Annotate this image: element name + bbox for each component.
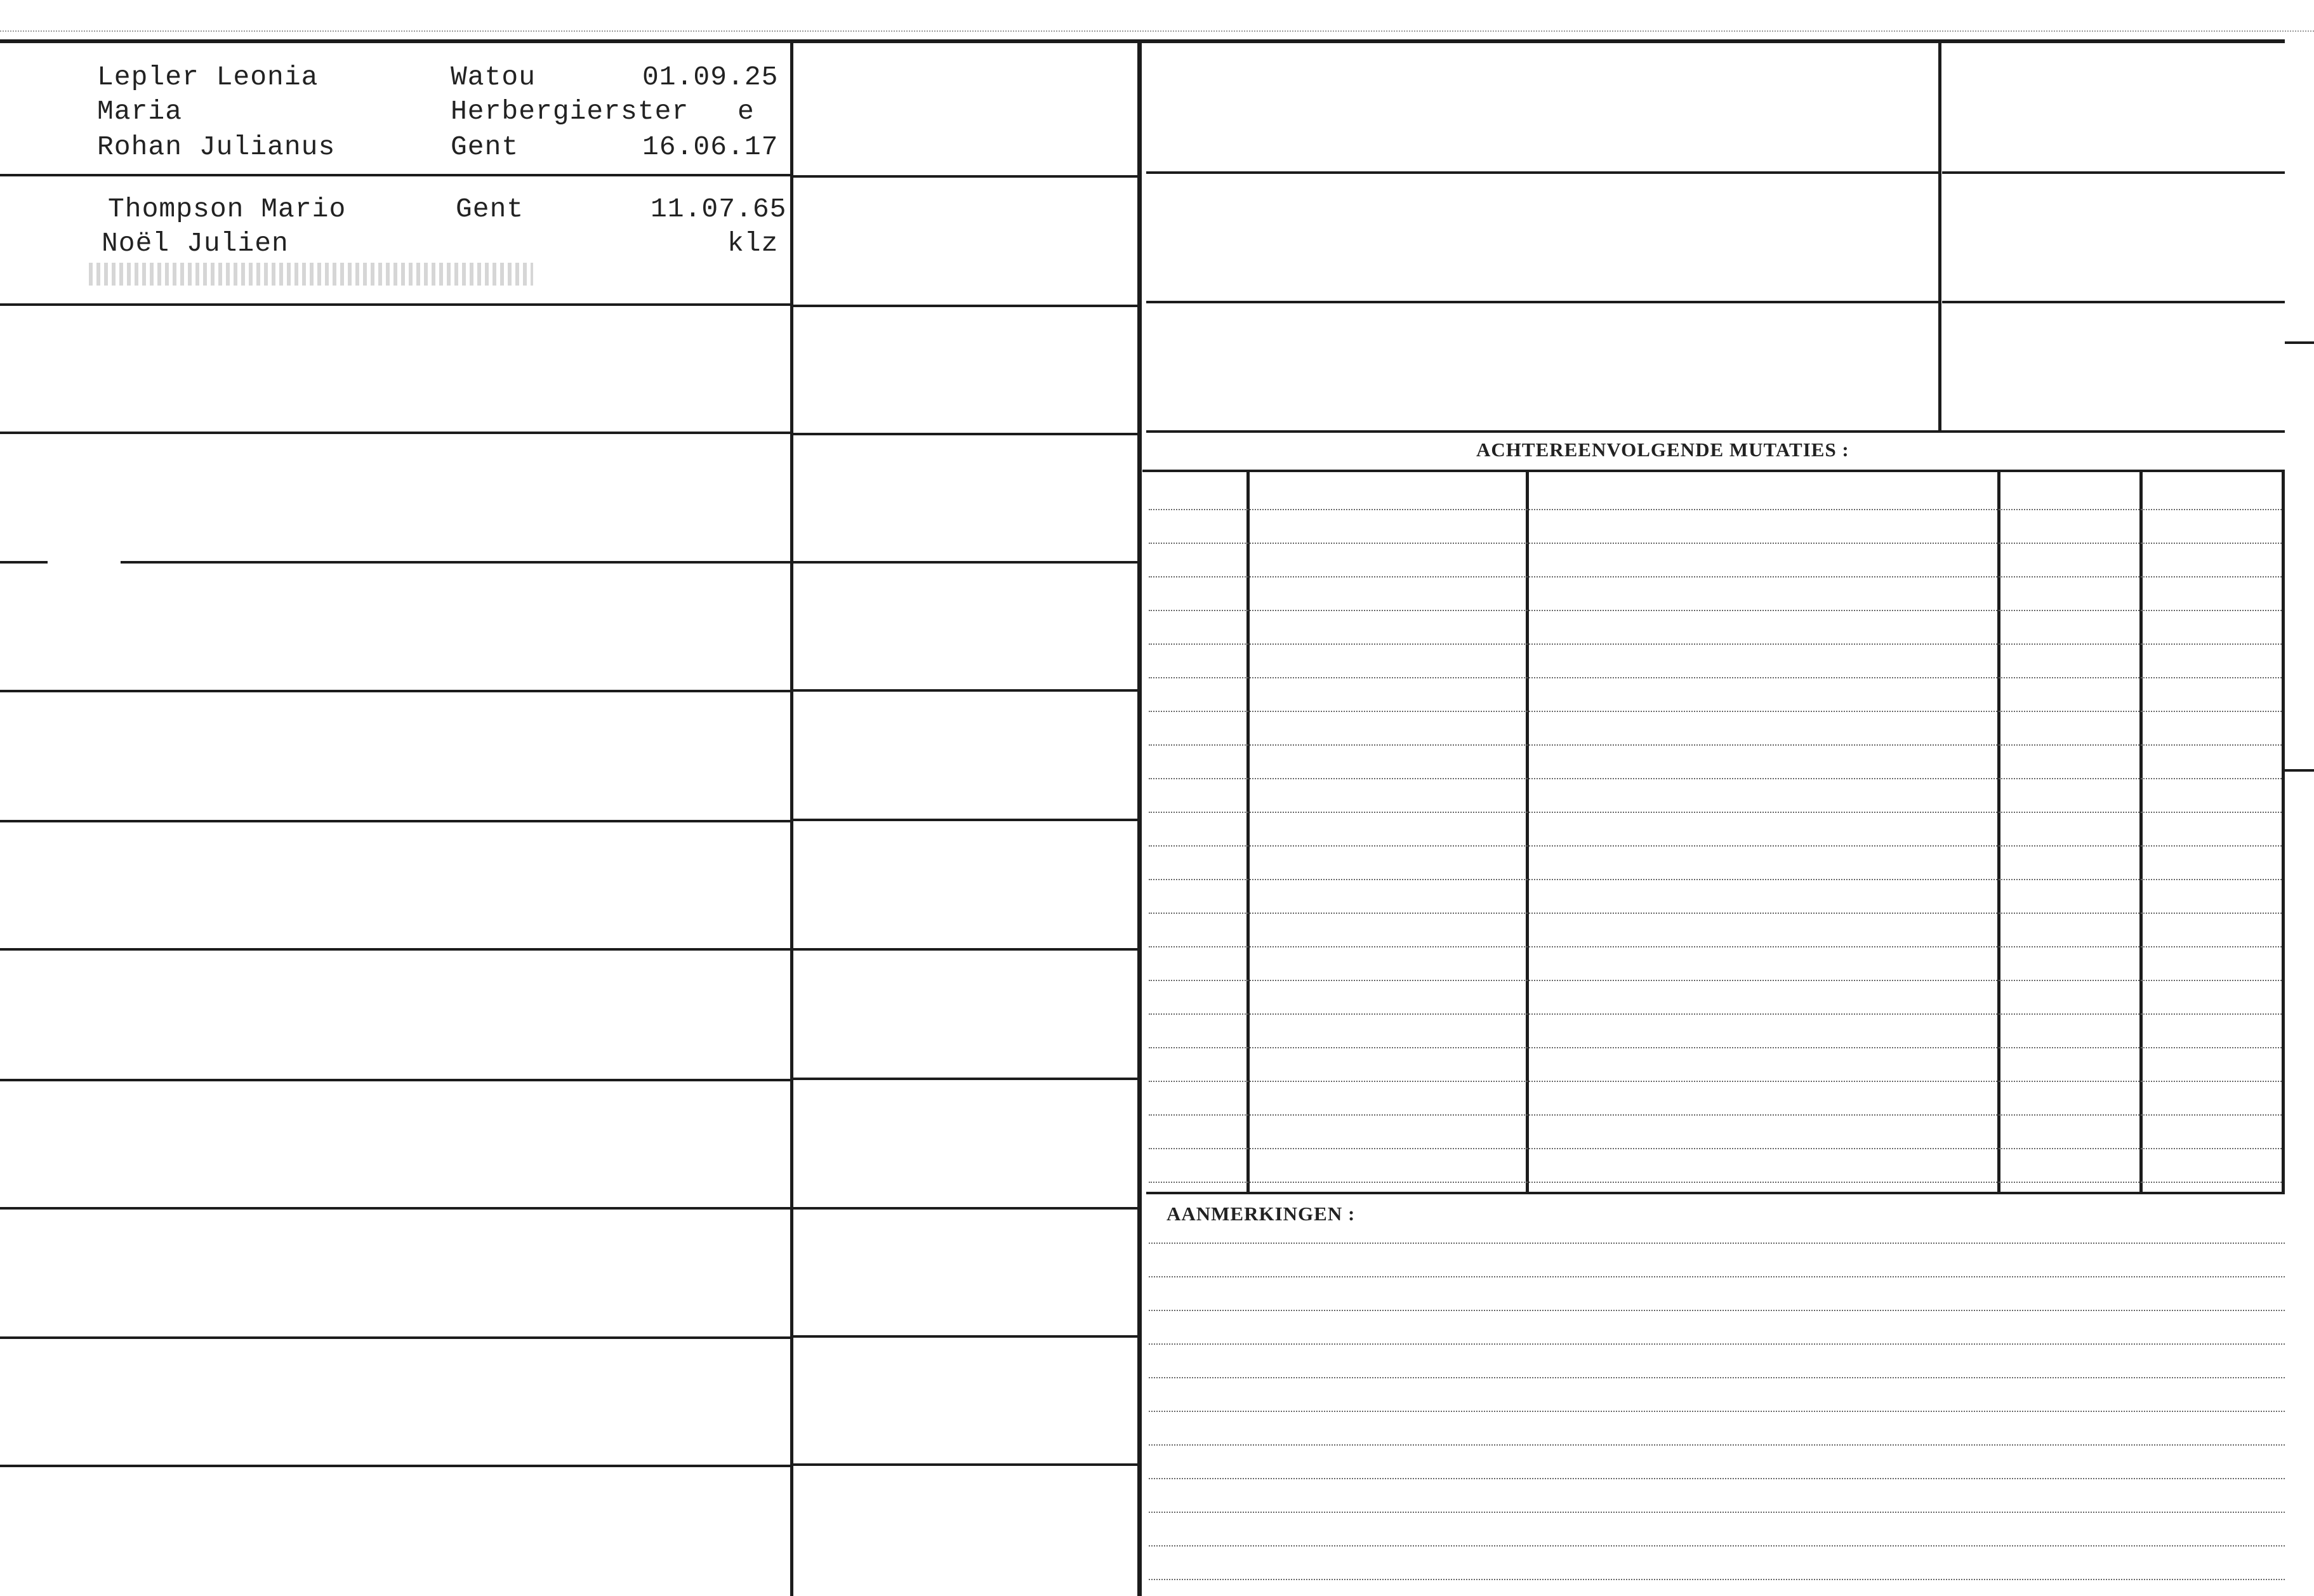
row-line-2 (0, 303, 790, 306)
mutations-rule (1149, 1081, 2282, 1082)
entry-1-code-line2: e (737, 96, 755, 127)
mutations-rule (1149, 913, 2282, 914)
middle-col-divider (1137, 43, 1142, 1596)
upper-right-line-2b (1942, 301, 2285, 303)
edge-mark-2 (2285, 769, 2314, 772)
row-line-5 (0, 690, 790, 692)
entry-2-date-line1: 11.07.65 (651, 194, 787, 225)
remarks-rule (1149, 1276, 2285, 1277)
mutations-rule (1149, 543, 2282, 544)
upper-right-divider (1938, 43, 1941, 432)
mutations-rule (1149, 744, 2282, 746)
mid-row-line-7 (793, 948, 1137, 951)
mid-row-line-3 (793, 433, 1137, 435)
top-edge-dots (0, 30, 2314, 32)
mid-row-line-1 (793, 175, 1137, 178)
mutations-title: ACHTEREENVOLGENDE MUTATIES : (1476, 439, 1849, 461)
entry-2-name-line1: Thompson Mario (108, 194, 347, 225)
mid-row-line-6 (793, 819, 1137, 821)
remarks-rule (1149, 1377, 2285, 1378)
mutations-bottom-border (1146, 1192, 2285, 1194)
mid-row-line-2 (793, 305, 1137, 307)
mutations-col-2 (1526, 472, 1529, 1192)
upper-right-line-1 (1146, 171, 1938, 174)
remarks-rule (1149, 1512, 2285, 1513)
remarks-rule (1149, 1411, 2285, 1412)
row-line-4b (121, 561, 790, 564)
remarks-title: AANMERKINGEN : (1167, 1203, 1356, 1225)
mutations-rule (1149, 1148, 2282, 1149)
top-border (0, 39, 2285, 43)
remarks-rule (1149, 1444, 2285, 1446)
mid-row-line-10 (793, 1335, 1137, 1338)
entry-1-place-line3: Gent (451, 131, 519, 162)
entry-2-code-line2: klz (727, 228, 779, 259)
mutations-col-1 (1246, 472, 1250, 1192)
row-line-9 (0, 1207, 790, 1210)
mutations-rule (1149, 1013, 2282, 1015)
mutations-rule (1149, 1047, 2282, 1048)
mutations-rule (1149, 576, 2282, 577)
mutations-rule (1149, 509, 2282, 510)
entry-1-date-line3: 16.06.17 (642, 131, 779, 162)
row-line-11 (0, 1465, 790, 1467)
mid-row-line-9 (793, 1207, 1137, 1210)
remarks-rule (1149, 1579, 2285, 1580)
mutations-rule (1149, 845, 2282, 847)
mid-row-line-8 (793, 1078, 1137, 1080)
entry-2-place-line1: Gent (456, 194, 524, 225)
remarks-rule (1149, 1243, 2285, 1244)
mid-row-line-5 (793, 689, 1137, 692)
mutations-col-4 (2139, 472, 2143, 1192)
row-line-3 (0, 432, 790, 434)
mutations-right-border (2282, 472, 2285, 1192)
upper-right-line-1b (1942, 171, 2285, 174)
remarks-rule (1149, 1310, 2285, 1311)
mid-row-line-4 (793, 561, 1137, 564)
entry-1-name-line3: Rohan Julianus (97, 131, 336, 162)
mutations-rule (1149, 610, 2282, 611)
row-line-1 (0, 174, 790, 176)
mutations-rule (1149, 711, 2282, 712)
mid-row-line-11 (793, 1463, 1137, 1466)
mutations-rule (1149, 1182, 2282, 1183)
row-line-10 (0, 1336, 790, 1339)
entry-1-place-line1: Watou (451, 62, 536, 93)
edge-mark-1 (2285, 341, 2314, 344)
mutations-rule (1149, 778, 2282, 779)
mutations-rule (1149, 677, 2282, 678)
row-line-7 (0, 948, 790, 951)
mutations-col-3 (1997, 472, 2000, 1192)
mutations-rule (1149, 812, 2282, 813)
entry-1-date-line1: 01.09.25 (642, 62, 779, 93)
row-line-6 (0, 820, 790, 822)
row-line-4a (0, 561, 48, 564)
remarks-rule (1149, 1478, 2285, 1479)
mutations-rule (1149, 643, 2282, 645)
upper-right-line-3 (1146, 430, 2285, 433)
row-line-8 (0, 1079, 790, 1081)
mutations-rule (1149, 980, 2282, 981)
entry-2-name-line2: Noël Julien (102, 228, 289, 259)
upper-right-line-2 (1146, 301, 1938, 303)
remarks-rule (1149, 1343, 2285, 1345)
mutations-top-border (1142, 470, 2285, 472)
entry-1-name-line1: Lepler Leonia (97, 62, 319, 93)
mutations-rule (1149, 946, 2282, 947)
entry-1-name-line2: Maria (97, 96, 183, 127)
mutations-rule (1149, 879, 2282, 880)
entry-1-place-line2: Herbergierster (451, 96, 689, 127)
remarks-rule (1149, 1545, 2285, 1547)
erased-text (89, 263, 533, 286)
mutations-rule (1149, 1114, 2282, 1116)
